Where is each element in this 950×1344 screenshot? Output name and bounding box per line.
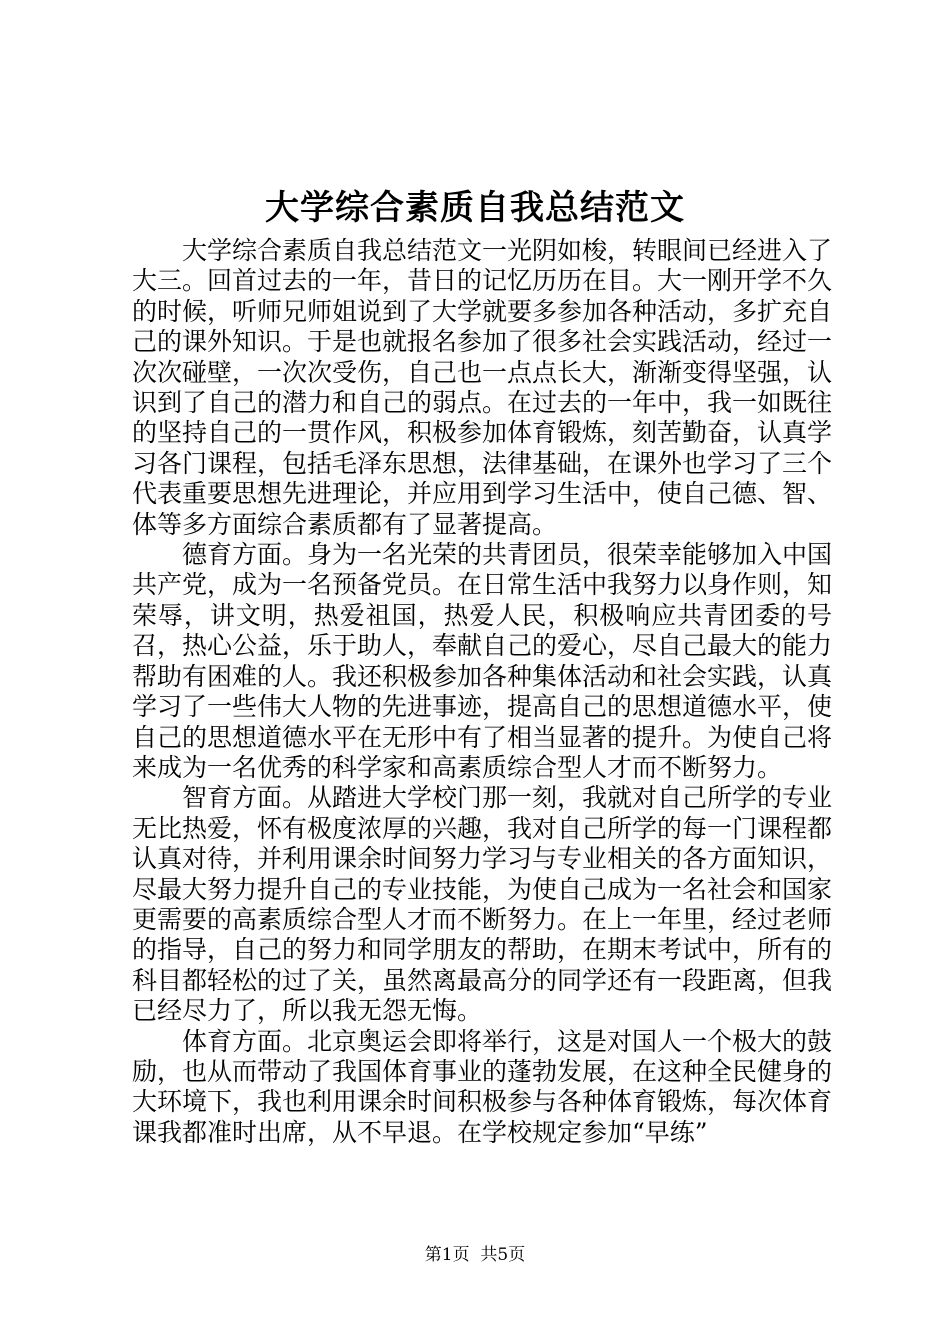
- page-footer: 第1页 共5页: [424, 1245, 526, 1265]
- paragraph-intellectual-education: 智育方面。从踏进大学校门那一刻，我就对自己所学的专业无比热爱，怀有极度浓厚的兴趣，我对自己所学的每一门课程都认真对待，并利用课余时间努力学习与专业相关的各方面知识，尽最大努力提升自己的专业技能，为使自己成为一名社会和国家更需要的高素质综合型人才而不断努力。在上一年里，经过老师的指导，自己的努力和同学朋友的帮助，在期末考试中，所有的科目都轻松的过了关，虽然离最高分的同学还有一段距离，但我已经尽力了，所以我无怨无悔。: [132, 783, 833, 1026]
- document-body: [132, 236, 832, 1148]
- paragraph-intro: 大学综合素质自我总结范文一光阴如梭，转眼间已经进入了大三。回首过去的一年，昔日的记忆历历在目。大一刚开学不久的时候，听师兄师姐说到了大学就要多参加各种活动，多扩充自己的课外知识。于是也就报名参加了很多社会实践活动，经过一次次碰壁，一次次受伤，自己也一点点长大，渐渐变得坚强，认识到了自己的潜力和自己的弱点。在过去的一年中，我一如既往的坚持自己的一贯作风，积极参加体育锻炼，刻苦勤奋，认真学习各门课程，包括毛泽东思想，法律基础，在课外也学习了三个代表重要思想先进理论，并应用到学习生活中，使自己德、智、体等多方面综合素质都有了显著提高。: [132, 236, 833, 539]
- paragraph-moral-education: 德育方面。身为一名光荣的共青团员，很荣幸能够加入中国共产党，成为一名预备党员。在日常生活中我努力以身作则，知荣辱，讲文明，热爱祖国，热爱人民，积极响应共青团委的号召，热心公益，乐于助人，奉献自己的爱心，尽自己最大的能力帮助有困难的人。我还积极参加各种集体活动和社会实践，认真学习了一些伟大人物的先进事迹，提高自己的思想道德水平，使自己的思想道德水平在无形中有了相当显著的提升。为使自己将来成为一名优秀的科学家和高素质综合型人才而不断努力。: [132, 540, 833, 782]
- page-title: 大学综合素质自我总结范文: [265, 188, 685, 228]
- paragraph-physical-education: 体育方面。北京奥运会即将举行，这是对国人一个极大的鼓励，也从而带动了我国体育事业的蓬勃发展，在这种全民健身的大环境下，我也利用课余时间积极参与各种体育锻炼，每次体育课我都准时出席，从不早退。在学校规定参加“早练”: [132, 1026, 833, 1147]
